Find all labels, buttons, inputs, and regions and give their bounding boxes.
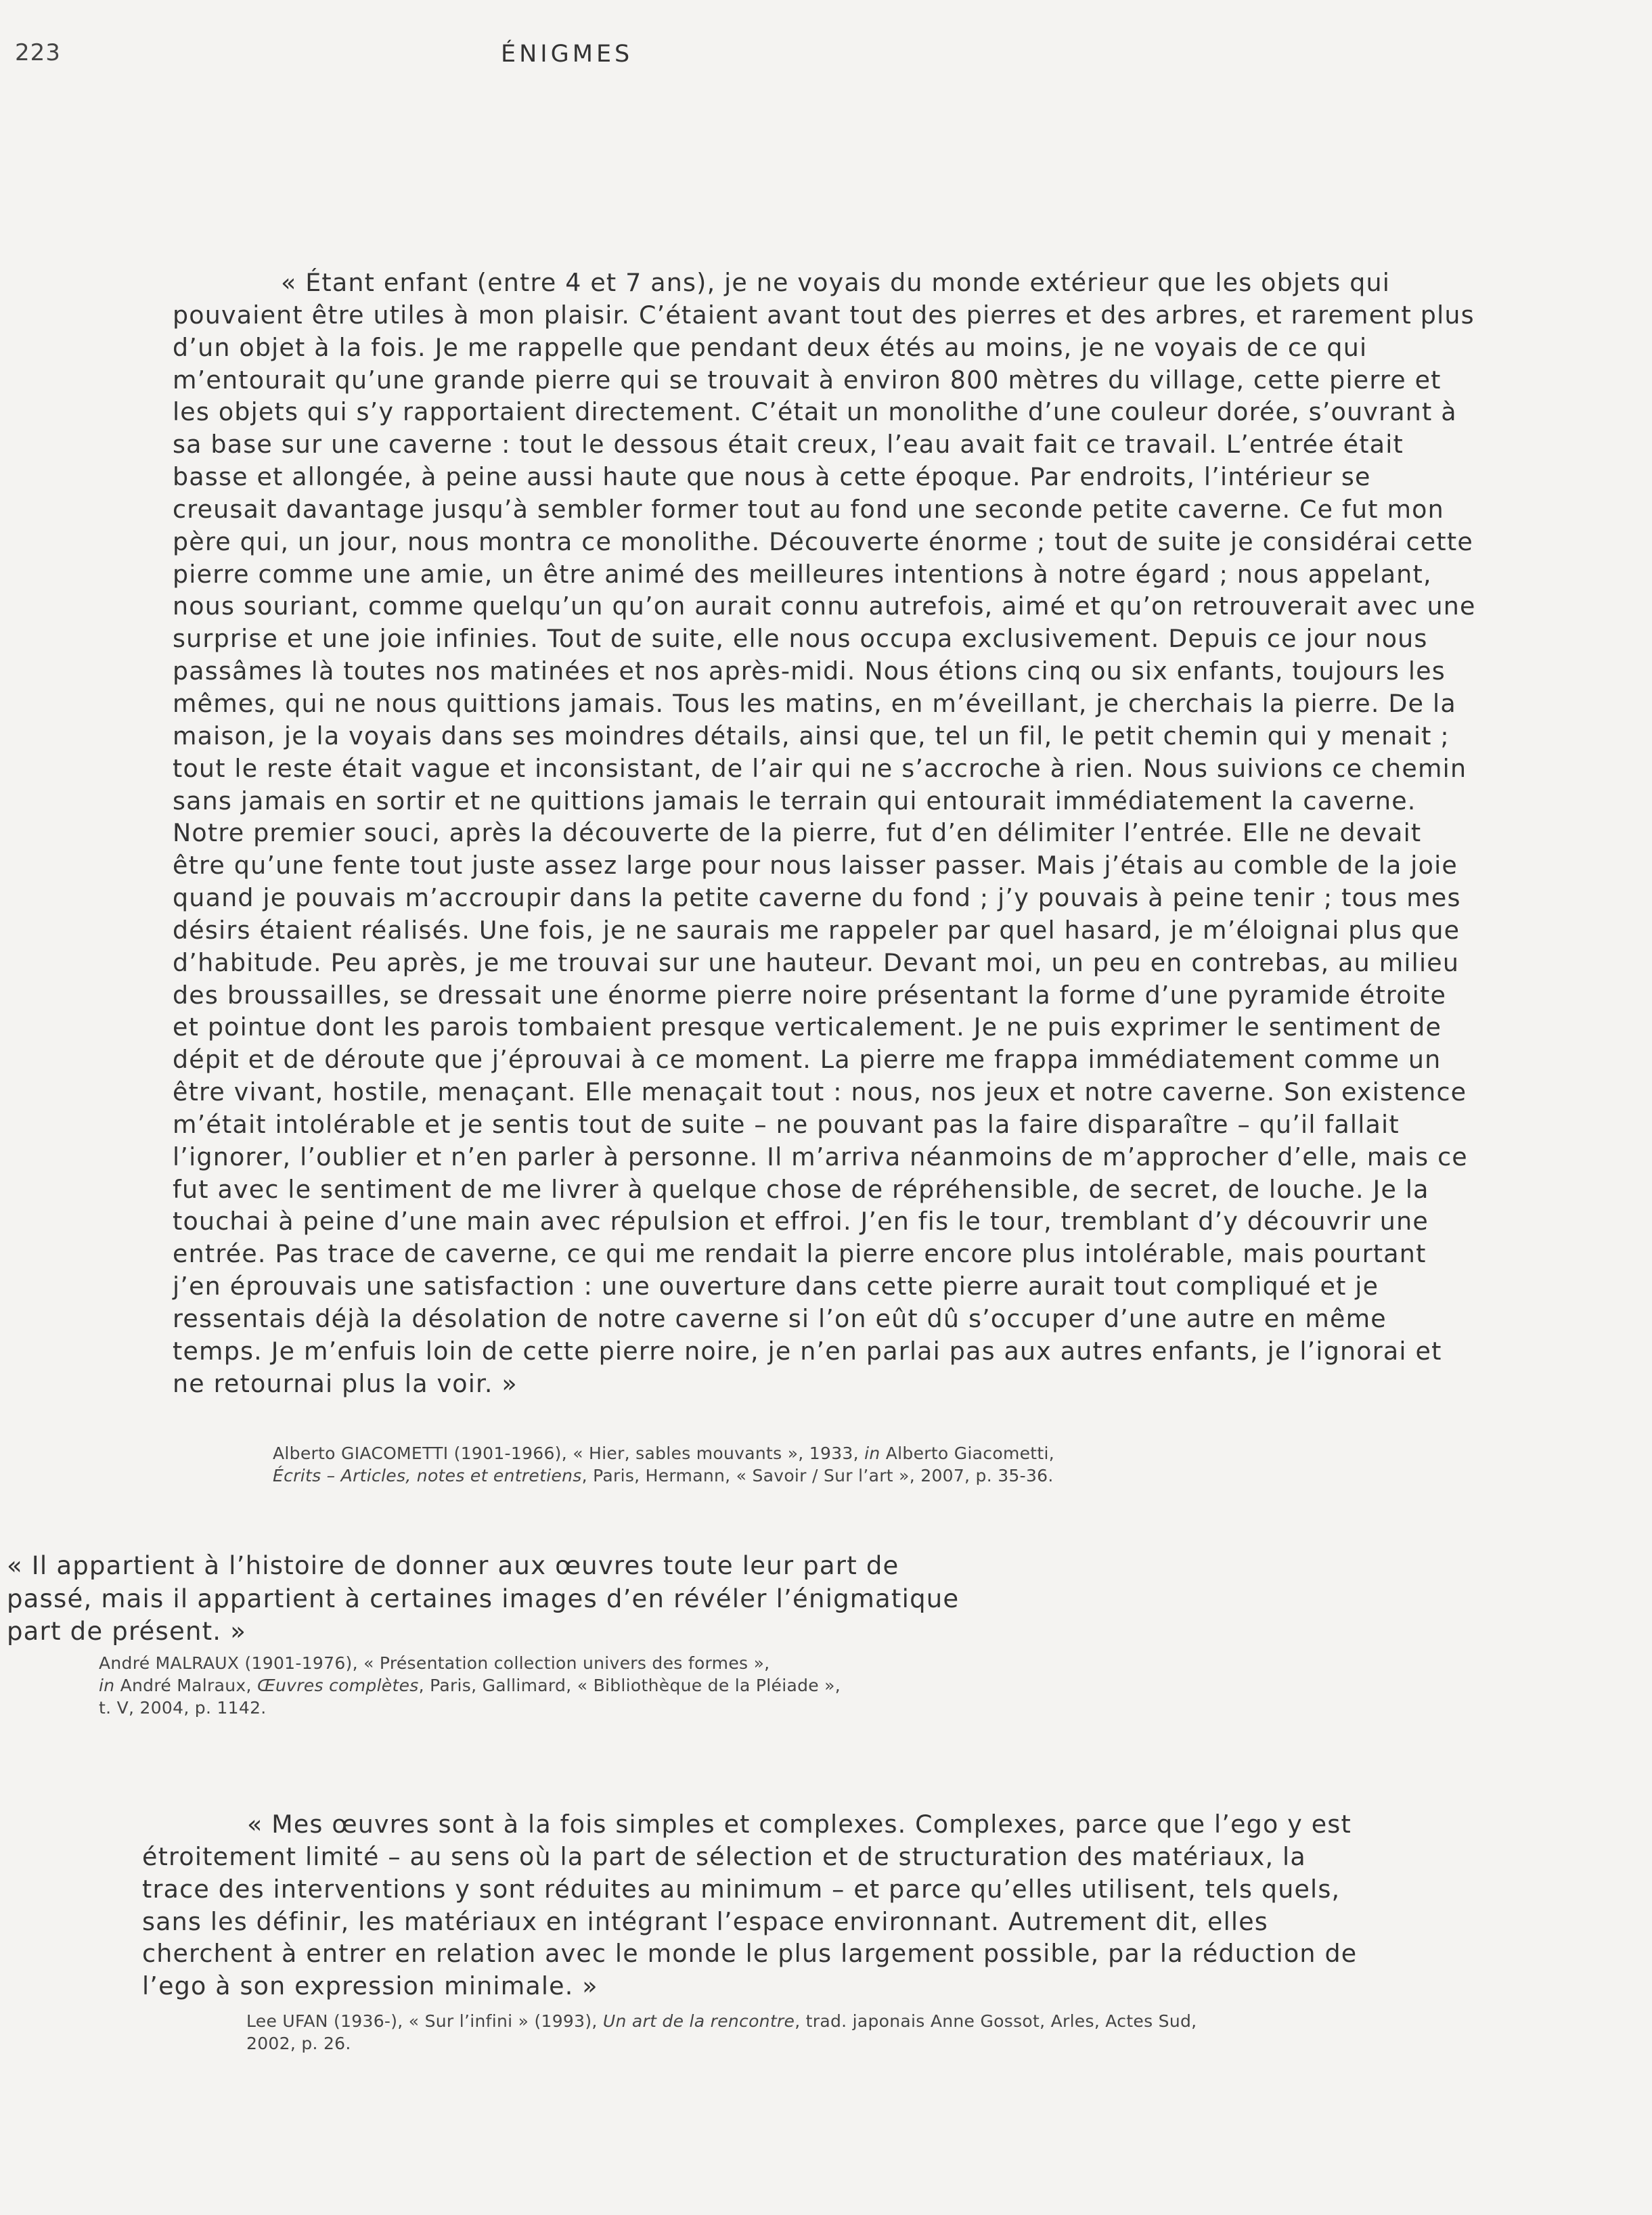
giacometti-quote xyxy=(173,267,1479,1400)
citation-line: Écrits – Articles, notes et entretiens, Paris, Hermann, « Savoir / Sur l’art », 2007, p. 35-36. xyxy=(273,1466,1054,1485)
citation-line: Alberto GIACOMETTI (1901-1966), « Hier, sables mouvants », 1933, in Alberto Giacometti, xyxy=(273,1444,1054,1463)
malraux-citation xyxy=(99,1652,1046,1719)
citation-line: André MALRAUX (1901-1976), « Présentation collection univers des formes », xyxy=(99,1653,770,1673)
quote-text: « Il appartient à l’histoire de donner aux œuvres toute leur part de passé, mais il appartient à certaines images d’en révéler l’énigmatique part de présent. » xyxy=(7,1551,960,1646)
citation-line: in André Malraux, Œuvres complètes, Paris, Gallimard, « Bibliothèque de la Pléiade », xyxy=(99,1676,841,1695)
running-head: ÉNIGMES xyxy=(501,41,633,68)
quote-text: « Étant enfant (entre 4 et 7 ans), je ne voyais du monde extérieur que les objets qui pouvaient être utiles à mon plaisir. C’étaient avant tout des pierres et des arbres, et rarement plus d’un objet à la fois. Je me rappelle que pendant deux étés au moins, je ne voyais de ce qui m’entourait qu’une grande pierre qui se trouvait à environ 800 mètres du village, cette pierre et les objets qui s’y rapportaient directement. C’était un monolithe d’une couleur dorée, s’ouvrant à sa base sur une caverne : tout le dessous était creux, l’eau avait fait ce travail. L’entrée était basse et allongée, à peine aussi haute que nous à cette époque. Par endroits, l’intérieur se creusait davantage jusqu’à sembler former tout au fond une seconde petite caverne. Ce fut mon père qui, un jour, nous montra ce monolithe. Découverte énorme ; tout de suite je considérai cette pierre comme une amie, un être animé des meilleures intentions à notre égard ; nous appelant, nous souriant, comme quelqu’un qu’on aurait connu autrefois, aimé et qu’on retrouverait avec une surprise et une joie infinies. Tout de suite, elle nous occupa exclusivement. Depuis ce jour nous passâmes là toutes nos matinées et nos après-midi. Nous étions cinq ou six enfants, toujours les mêmes, qui ne nous quittions jamais. Tous les matins, en m’éveillant, je cherchais la pierre. De la maison, je la voyais dans ses moindres détails, ainsi que, tel un fil, le petit chemin qui y menait ; tout le reste était vague et inconsistant, de l’air qui ne s’accroche à rien. Nous suivions ce chemin sans jamais en sortir et ne quittions jamais le terrain qui entourait immédiatement la caverne. Notre premier souci, après la découverte de la pierre, fut d’en délimiter l’entrée. Elle ne devait être qu’une fente tout juste assez large pour nous laisser passer. Mais j’étais au comble de la joie quand je pouvais m’accroupir dans la petite caverne du fond ; j’y pouvais à peine tenir ; tous mes désirs étaient réalisés. Une fois, je ne saurais me rappeler par quel hasard, je m’éloignai plus que d’habitude. Peu après, je me trouvai sur une hauteur. Devant moi, un peu en contrebas, au milieu des broussailles, se dressait une énorme pierre noire présentant la forme d’une pyramide étroite et pointue dont les parois tombaient presque verticalement. Je ne puis exprimer le sentiment de dépit et de déroute que j’éprouvai à ce moment. La pierre me frappa immédiatement comme un être vivant, hostile, menaçant. Elle menaçait tout : nous, nos jeux et notre caverne. Son existence m’était intolérable et je sentis tout de suite – ne pouvant pas la faire disparaître – qu’il fallait l’ignorer, l’oublier et n’en parler à personne. Il m’arriva néanmoins de m’approcher d’elle, mais ce fut avec le sentiment de me livrer à quelque chose de répréhensible, de secret, de louche. Je la touchai à peine d’une main avec répulsion et effroi. J’en fis le tour, tremblant d’y découvrir une entrée. Pas trace de caverne, ce qui me rendait la pierre encore plus intolérable, mais pourtant j’en éprouvais une satisfaction : une ouverture dans cette pierre aurait tout compliqué et je ressentais déjà la désolation de notre caverne si l’on eût dû s’occuper d’une autre en même temps. Je m’enfuis loin de cette pierre noire, je n’en parlai pas aux autres enfants, je l’ignorai et ne retournai plus la voir. » xyxy=(173,268,1476,1398)
citation-title: Œuvres complètes xyxy=(256,1676,419,1695)
citation-line: t. V, 2004, p. 1142. xyxy=(99,1698,267,1718)
citation-line: Lee UFAN (1936-), « Sur l’infini » (1993), Un art de la rencontre, trad. japonais Anne Gossot, Arles, Actes Sud, xyxy=(246,2011,1197,2031)
citation-line: 2002, p. 26. xyxy=(246,2034,351,2053)
citation-title: Un art de la rencontre xyxy=(602,2011,795,2031)
citation-title: Écrits – Articles, notes et entretiens xyxy=(273,1466,582,1485)
giacometti-citation xyxy=(273,1442,1491,1487)
page-number: 223 xyxy=(15,39,61,66)
quote-text: « Mes œuvres sont à la fois simples et complexes. Complexes, parce que l’ego y est étroitement limité – au sens où la part de sélection et de structuration des matériaux, la trace des interventions y sont réduites au minimum – et parce qu’elles utilisent, tels quels, sans les définir, les matériaux en intégrant l’espace environnant. Autrement dit, elles cherchent à entrer en relation avec le monde le plus largement possible, par la réduction de l’ego à son expression minimale. » xyxy=(142,1810,1358,2001)
lee-ufan-quote xyxy=(142,1808,1360,2003)
malraux-quote xyxy=(7,1550,981,1649)
lee-ufan-citation xyxy=(246,2010,1397,2055)
